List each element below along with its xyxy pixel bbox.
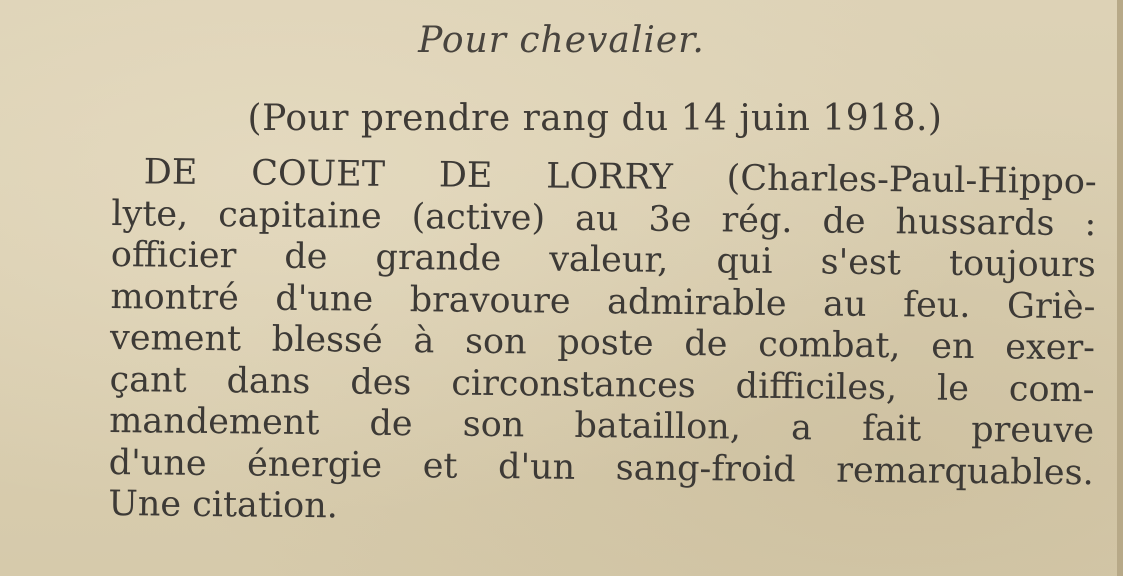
citation-line: çant dans des circonstances difficiles, le com- (109, 359, 1095, 410)
section-heading: Pour chevalier. (418, 20, 705, 61)
page-edge (1117, 0, 1123, 576)
citation-line: montré d'une bravoure admirable au feu. Griè- (110, 276, 1096, 327)
citation-line: vement blessé à son poste de combat, en exer- (109, 317, 1096, 369)
citation-line: mandement de son bataillon, a fait preuve (108, 400, 1095, 452)
rank-date-note: (Pour prendre rang du 14 juin 1918.) (247, 98, 943, 139)
citation-paragraph (108, 152, 1097, 536)
citation-line: Une citation. (108, 483, 339, 527)
citation-line: DE COUET DE LORRY (Charles-Paul-Hippo- (143, 152, 1097, 203)
citation-line: officier de grande valeur, qui s'est toujours (110, 234, 1097, 286)
citation-line: lyte, capitaine (active) au 3e rég. de hussards : (111, 193, 1097, 244)
citation-line: d'une énergie et d'un sang-froid remarquables. (108, 442, 1094, 493)
